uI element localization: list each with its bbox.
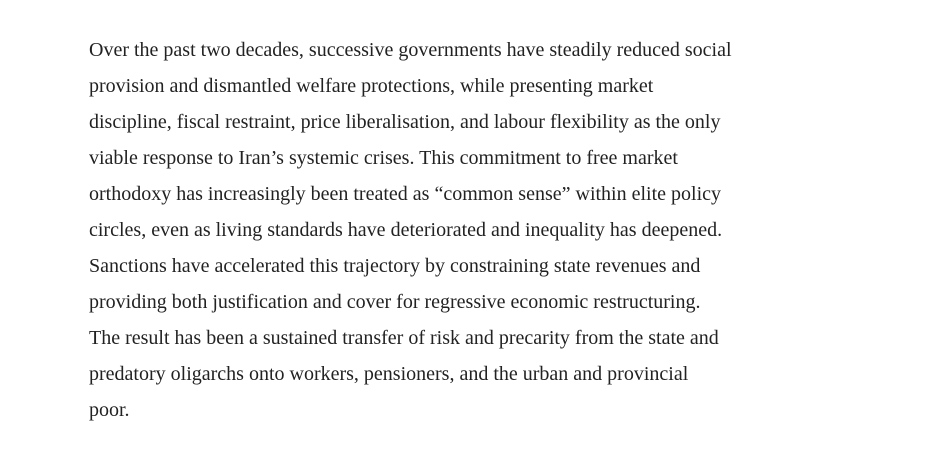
article-paragraph: [89, 32, 849, 428]
paragraph-line: Over the past two decades, successive governments have steadily reduced social: [89, 39, 732, 61]
paragraph-line: orthodoxy has increasingly been treated as “common sense” within elite policy: [89, 183, 722, 205]
paragraph-line: provision and dismantled welfare protections, while presenting market: [89, 75, 654, 97]
paragraph-line: discipline, fiscal restraint, price liberalisation, and labour flexibility as the only: [89, 111, 721, 133]
paragraph-line: Sanctions have accelerated this trajectory by constraining state revenues and: [89, 255, 701, 277]
paragraph-line: viable response to Iran’s systemic crises. This commitment to free market: [89, 147, 678, 169]
paragraph-line: The result has been a sustained transfer of risk and precarity from the state and: [89, 327, 719, 349]
paragraph-line: predatory oligarchs onto workers, pensioners, and the urban and provincial: [89, 363, 689, 385]
paragraph-line: circles, even as living standards have deteriorated and inequality has deepened.: [89, 219, 723, 241]
paragraph-line: providing both justification and cover for regressive economic restructuring.: [89, 291, 701, 313]
article-body: [89, 32, 849, 428]
paragraph-line: poor.: [89, 399, 130, 421]
